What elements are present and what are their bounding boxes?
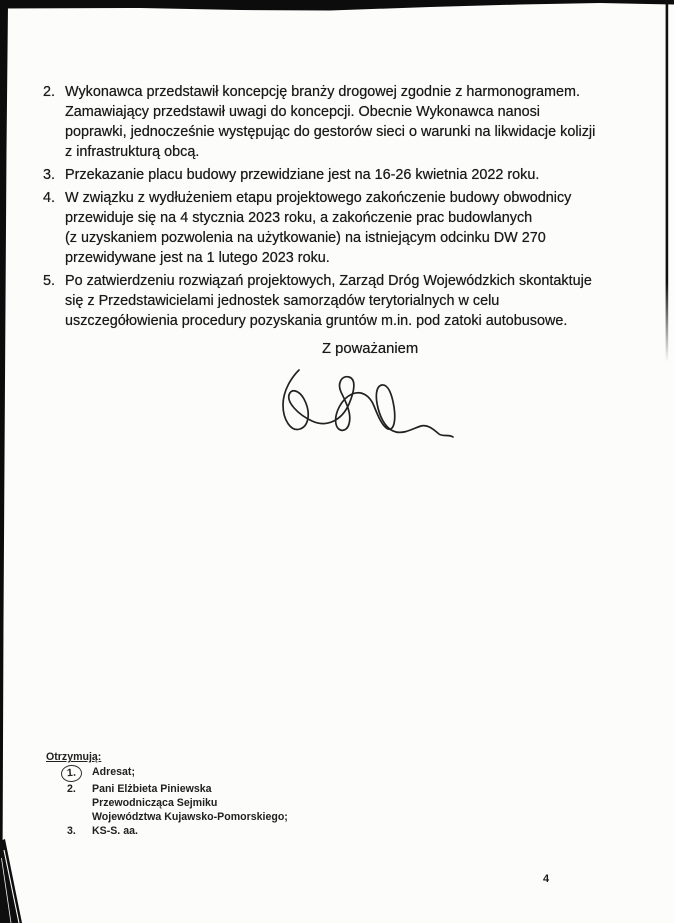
page-number: 4: [543, 873, 550, 885]
recipient-lines: [92, 782, 288, 824]
notes-list: [43, 82, 643, 334]
item-lines: [65, 188, 571, 268]
text-line: Pani Elżbieta Piniewska: [92, 783, 212, 795]
text-line: (z uzyskaniem pozwolenia na użytkowanie) na istniejącym odcinku DW 270: [65, 230, 546, 246]
list-item: [43, 188, 643, 268]
recipient-lines: [92, 765, 135, 782]
item-number: 3.: [43, 167, 56, 183]
distribution-heading: Otrzymują:: [46, 751, 102, 763]
text-line: Po zatwierdzeniu rozwiązań projektowych, Zarząd Dróg Wojewódzkich skontaktuje: [65, 273, 592, 289]
scan-left-band: [0, 3, 8, 850]
scan-top-band: [0, 0, 674, 11]
item-number: 4.: [43, 190, 56, 206]
item-lines: [65, 165, 539, 185]
text-line: Przewodnicząca Sejmiku: [92, 797, 218, 809]
distribution-list: [46, 750, 288, 838]
recipient-number: 2.: [67, 783, 76, 795]
item-lines: [65, 82, 595, 162]
list-item: [43, 165, 643, 185]
text-line: Adresat;: [92, 766, 135, 778]
text-line: z infrastrukturą obcą.: [65, 144, 200, 160]
text-line: uszczegółowienia procedury pozyskania gruntów m.in. pod zatoki autobusowe.: [65, 313, 568, 329]
scan-bottom-wedge: [0, 839, 22, 923]
text-line: Zamawiający przedstawił uwagi do koncepcji. Obecnie Wykonawca nanosi: [65, 104, 540, 120]
item-number: 2.: [43, 84, 56, 100]
item-number: 5.: [43, 273, 56, 289]
text-line: przewidywane jest na 1 lutego 2023 roku.: [65, 250, 330, 266]
scan-right-line: [666, 0, 669, 362]
text-line: Województwa Kujawsko-Pomorskiego;: [92, 811, 288, 823]
item-lines: [65, 271, 592, 331]
circled-number-annotation: 1.: [60, 764, 82, 782]
recipient-row: [46, 824, 288, 838]
closing-phrase: Z poważaniem: [322, 341, 419, 357]
text-line: KS-S. aa.: [92, 825, 138, 837]
text-line: przewiduje się na 4 stycznia 2023 roku, a zakończenie prac budowlanych: [65, 210, 533, 226]
list-item: [43, 271, 643, 331]
text-line: się z Przedstawicielami jednostek samorządów terytorialnych w celu: [65, 293, 500, 309]
text-line: W związku z wydłużeniem etapu projektowego zakończenie budowy obwodnicy: [65, 190, 572, 206]
text-line: Wykonawca przedstawił koncepcję branży drogowej zgodnie z harmonogramem.: [65, 84, 580, 100]
text-line: poprawki, jednocześnie występując do gestorów sieci o warunki na likwidacje kolizji: [65, 124, 596, 140]
recipient-number: [46, 765, 92, 782]
text-line: Przekazanie placu budowy przewidziane jest na 16-26 kwietnia 2022 roku.: [65, 167, 540, 183]
recipient-lines: [92, 824, 138, 838]
recipient-row: [46, 765, 288, 782]
recipient-row: [46, 782, 288, 824]
list-item: [43, 82, 643, 162]
recipients: [46, 765, 288, 838]
recipient-number: 3.: [67, 825, 76, 837]
